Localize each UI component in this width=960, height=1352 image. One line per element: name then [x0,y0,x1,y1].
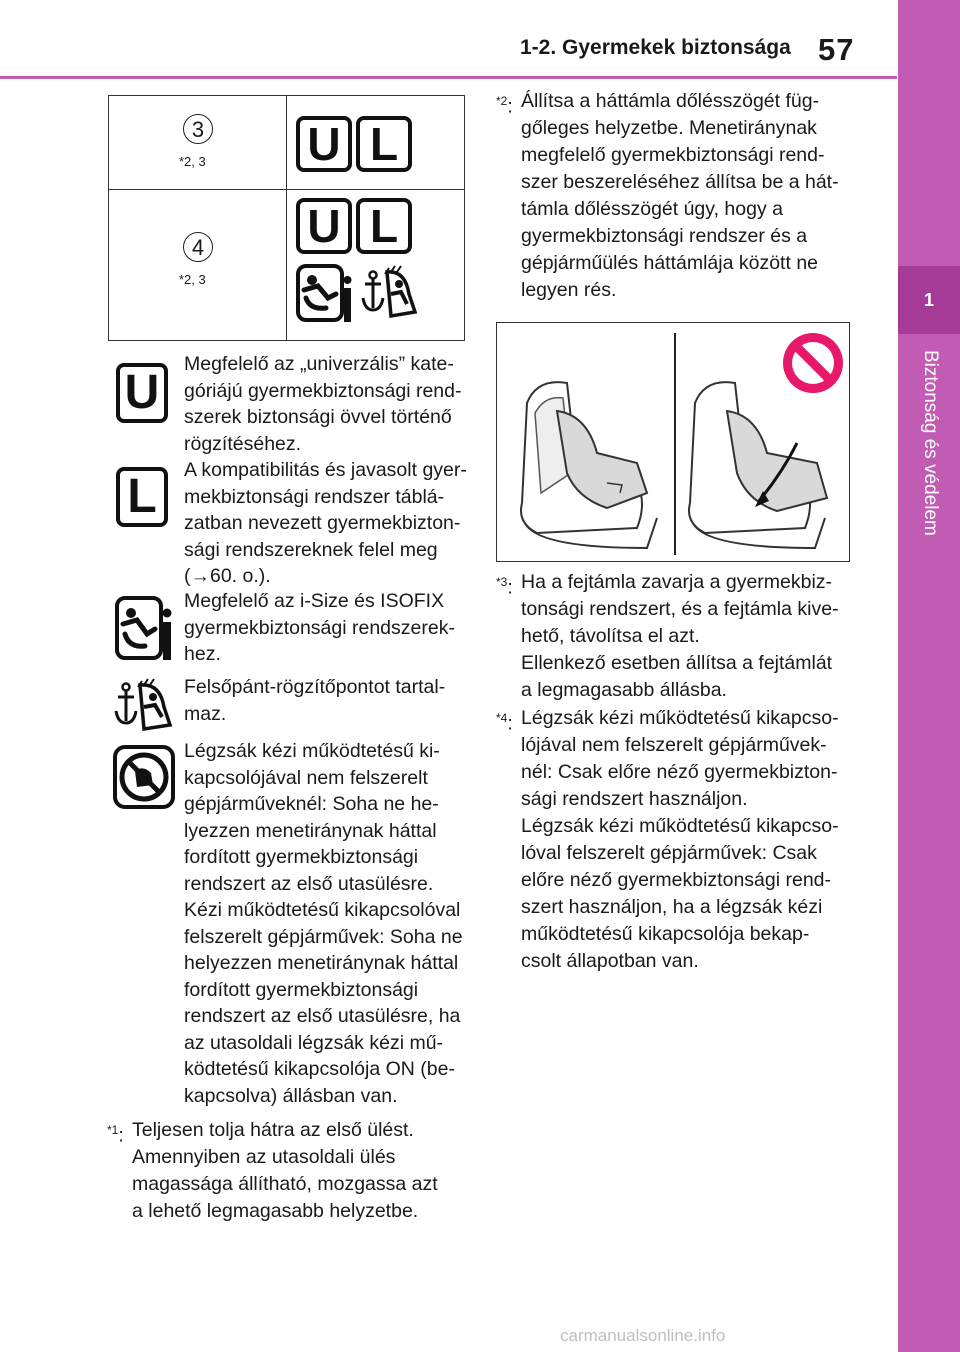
footnote-mark: $^{*3}$: [496,575,513,599]
section-title: 1-2. Gyermekek biztonsága [520,36,791,59]
legend-airbag-description: Légzsák kézi működtetésű ki- kapcsolójával nem felszerelt gépjárműveknél: Soha ne he- lyezzen menetiránynak háttal fordított gyermekbiztonsági rendszert az első utasülésre. Kézi működtetésű kikapcsolóval felszerelt gépjárművek: Soha ne helyezzen menetiránynak háttal fordított gyermekbiztonsági rendszert az első utasülésre, ha az utasoldali légzsák kézi mű- ködtetésű kikapcsolója ON (be- kapcsolva) állásban van. [184,740,463,1107]
table-row-number-cell [109,190,287,341]
legend-l-description: A kompatibilitás és javasolt gyer- mekbiztonsági rendszer táblá- zatban nevezett gyermekbizton- sági rendszereknek felel meg (→60. o.). [184,459,467,587]
table-row-mark-cell [287,190,465,341]
correct-seat-drawing [521,382,657,548]
child-seat-figure [497,323,849,561]
row-note: *2, 3 [179,272,206,287]
row-note: *2, 3 [179,154,206,169]
footnote-mark: $^{*4}$: [496,711,513,735]
page-number: 57 [818,32,855,67]
compatibility-table [108,95,465,341]
l-mark-icon: L [356,116,412,172]
footnote-4: $^{*4}$: Légzsák kézi működtetésű kikapcso- lójával nem felszerelt gépjárművek- nél: Csak előre néző gyermekbizton- sági rendszert használjon. Légzsák kézi működtetésű kikapcso- lóval felszerelt gépjárművek: Csak előre néző gyermekbiztonsági rend- szert használjon, ha a légzsák kézi működtetésű kikapcsolója bekap- csolt állapotban van. [496,707,839,972]
footnote-mark: $^{*1}$: [107,1123,124,1147]
u-mark-icon: U [296,116,352,172]
u-mark-icon: U [116,363,168,423]
header-rule [0,76,897,79]
footnote-mark: $^{*2}$: [496,94,513,118]
footnote-1: $^{*1}$: Teljesen tolja hátra az első ülést. Amennyiben az utasoldali ülés magassága állítható, mozgassa azt a lehető legmagasabb helyzetbe. [107,1119,438,1222]
row-number-circle: 3 [183,114,213,144]
incorrect-seat-drawing [689,382,827,548]
legend-u-description: Megfelelő az „univerzális” kate- góriájú gyermekbiztonsági rend- szerek biztonsági övvel történő rögzítéséhez. [184,353,462,455]
table-row-number-cell [109,96,287,190]
top-tether-anchor-icon [112,677,176,733]
prohibition-icon [783,333,843,393]
row-number-circle: 4 [183,232,213,262]
table-row-mark-cell [287,96,465,190]
legend-tether-description: Felsőpánt-rögzítőpontot tartal- maz. [184,676,446,725]
footnote-2: $^{*2}$: Állítsa a háttámla dőlésszögét füg- gőleges helyzetbe. Menetiránynak megfelelő gyermekbiztonsági rend- szer beszereléséhez állítsa be a hát- támla dőlésszögét úgy, hogy a gyermekbiztonsági rendszer és a gépjárműülés háttámlája között ne legyen rés. [496,90,839,301]
seat-recline-illustration [496,322,850,562]
l-mark-icon: L [356,198,412,254]
no-rear-facing-airbag-icon [113,745,175,809]
chapter-number-tab: 1 [898,266,960,334]
chapter-title: Biztonság és védelem [920,350,941,536]
footnote-3: $^{*3}$: Ha a fejtámla zavarja a gyermekbiz- tonsági rendszert, és a fejtámla kive- hető, távolítsa el azt. Ellenkező esetben állítsa a fejtámlát a legmagasabb állásba. [496,571,839,701]
chapter-sidebar [898,0,960,1352]
isize-isofix-icon [296,264,354,324]
footer-watermark: carmanualsonline.info [560,1326,726,1345]
l-mark-icon: L [116,467,168,527]
u-mark-icon: U [296,198,352,254]
isize-isofix-icon [115,596,173,662]
legend-isize-description: Megfelelő az i-Size és ISOFIX gyermekbiztonsági rendszerek- hez. [184,590,455,665]
top-tether-anchor-icon [359,264,419,324]
